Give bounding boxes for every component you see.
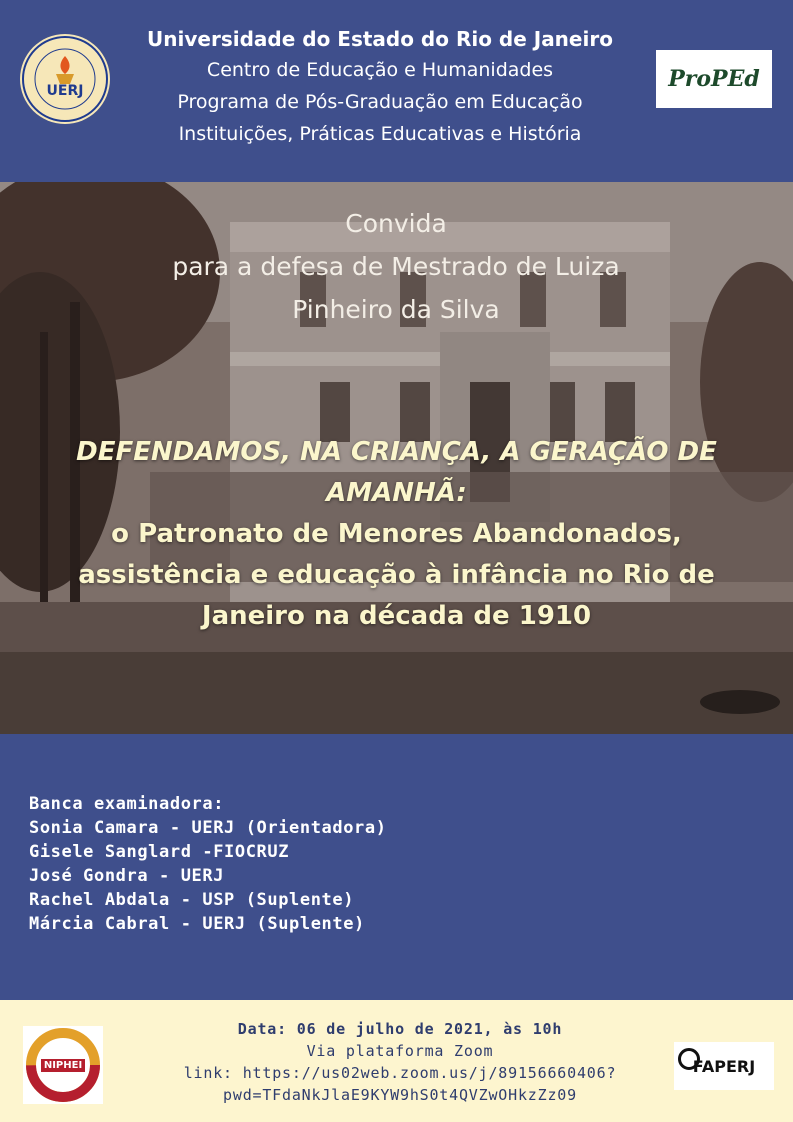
uerj-seal-icon xyxy=(20,34,110,124)
invitation-text xyxy=(96,202,696,331)
thesis-subtitle-line-2: assistência e educação à infância no Rio de xyxy=(78,560,715,590)
university-name: Universidade do Estado do Rio de Janeiro xyxy=(147,27,613,51)
event-date: Data: 06 de julho de 2021, às 10h xyxy=(237,1020,563,1038)
invite-line-2: para a defesa de Mestrado de Luiza xyxy=(172,252,620,281)
committee-member: José Gondra - UERJ xyxy=(29,866,225,886)
committee-member: Sonia Camara - UERJ (Orientadora) xyxy=(29,818,387,838)
faperj-emblem-icon xyxy=(678,1048,700,1070)
thesis-title-line-2: AMANHÃ: xyxy=(326,478,467,508)
thesis-subtitle-line-1: o Patronato de Menores Abandonados, xyxy=(111,519,682,549)
faperj-logo xyxy=(674,1042,774,1090)
program-name: Programa de Pós-Graduação em Educação xyxy=(177,91,583,113)
building-photo xyxy=(0,182,793,734)
event-details xyxy=(140,1018,660,1106)
zoom-password: pwd=TFdaNkJlaE9KYW9hS0t4QVZwOHkzZz09 xyxy=(223,1086,577,1104)
research-line: Instituições, Práticas Educativas e História xyxy=(178,123,582,145)
uerj-logo xyxy=(20,34,110,124)
committee-member: Gisele Sanglard -FIOCRUZ xyxy=(29,842,290,862)
invite-line-1: Convida xyxy=(345,209,447,238)
niphei-logo xyxy=(23,1026,103,1104)
uerj-logo-text: UERJ xyxy=(46,83,84,99)
committee-list xyxy=(29,792,387,936)
committee-section xyxy=(0,734,793,1000)
faperj-logo-text: FAPERJ xyxy=(692,1056,756,1076)
niphei-logo-text: NIPHEI xyxy=(41,1059,85,1072)
proped-logo: ProPEd xyxy=(656,50,772,108)
thesis-subtitle-line-3: Janeiro na década de 1910 xyxy=(201,601,592,631)
center-name: Centro de Educação e Humanidades xyxy=(206,59,554,81)
committee-heading: Banca examinadora: xyxy=(29,794,225,814)
committee-member: Rachel Abdala - USP (Suplente) xyxy=(29,890,355,910)
header-text xyxy=(120,24,640,150)
zoom-link[interactable]: link: https://us02web.zoom.us/j/89156660406? xyxy=(183,1064,617,1082)
thesis-title-line-1: DEFENDAMOS, NA CRIANÇA, A GERAÇÃO DE xyxy=(76,437,717,467)
invite-line-3: Pinheiro da Silva xyxy=(292,295,500,324)
event-platform: Via plataforma Zoom xyxy=(306,1042,494,1060)
footer-banner xyxy=(0,1000,793,1122)
header-banner xyxy=(0,0,793,182)
thesis-title-block xyxy=(30,432,763,637)
committee-member: Márcia Cabral - UERJ (Suplente) xyxy=(29,914,365,934)
